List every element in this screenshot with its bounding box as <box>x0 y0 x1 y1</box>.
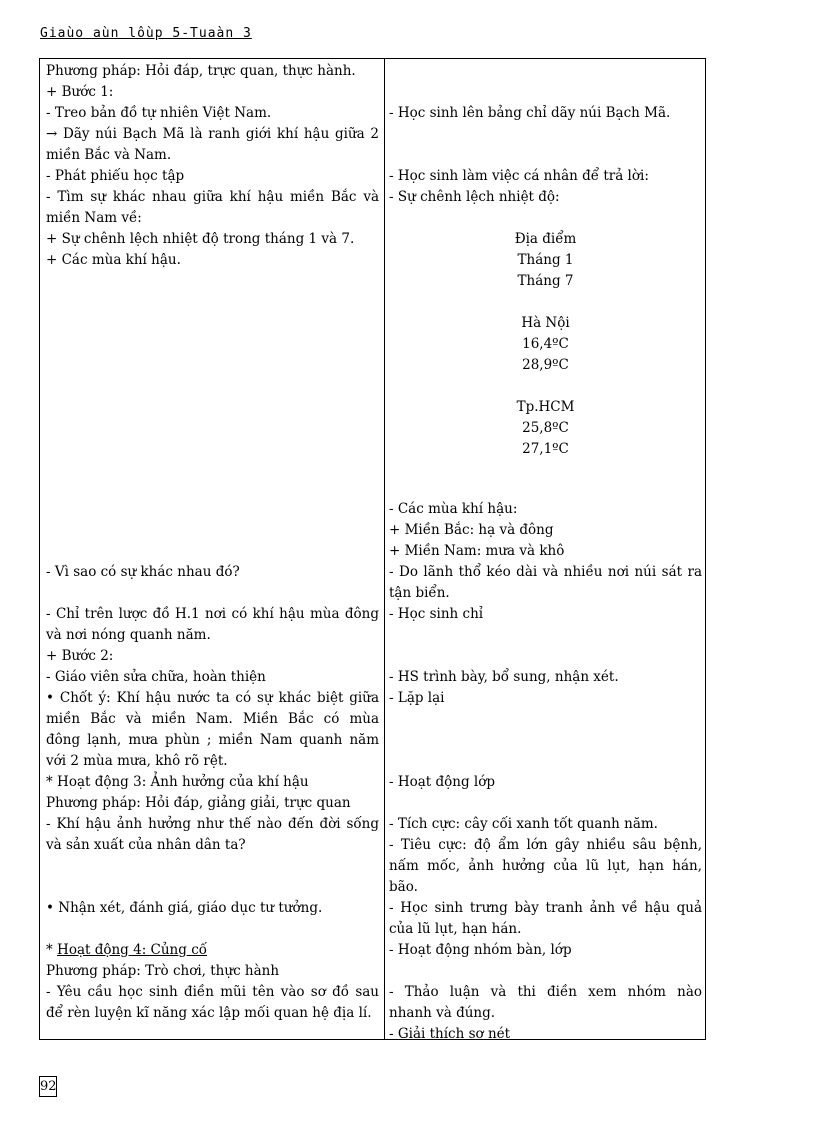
left-line: - Khí hậu ảnh hưởng như thế nào đến đời sống <box>46 816 379 832</box>
right-line: - Học sinh làm việc cá nhân để trả lời: <box>389 168 649 184</box>
left-line: - Vì sao có sự khác nhau đó? <box>46 564 240 580</box>
left-line: - Phát phiếu học tập <box>46 168 185 184</box>
column-divider <box>384 59 385 1039</box>
left-line: - Treo bản đồ tự nhiên Việt Nam. <box>46 105 272 121</box>
temp-hcm-jan: 25,8ºC <box>522 420 569 436</box>
right-line: nhanh và đúng. <box>389 1005 496 1021</box>
left-line: với 2 mùa mưa, khô rõ rệt. <box>46 753 228 769</box>
right-line: - Giải thích sơ nét <box>389 1026 511 1042</box>
lesson-table <box>39 58 706 1040</box>
right-line: - Hoạt động nhóm bàn, lớp <box>389 942 572 958</box>
left-line: → Dãy núi Bạch Mã là ranh giới khí hậu giữa 2 <box>46 126 379 142</box>
temp-hcm-name: Tp.HCM <box>516 399 575 415</box>
left-line: • Chốt ý: Khí hậu nước ta có sự khác biệt giữa <box>46 690 379 706</box>
right-line: - Hoạt động lớp <box>389 774 496 790</box>
right-line: - Lặp lại <box>389 690 445 706</box>
left-line: đông lạnh, mưa phùn ; miền Nam quanh năm <box>46 732 379 748</box>
right-line: - Sự chênh lệch nhiệt độ: <box>389 189 560 205</box>
right-line: của lũ lụt, hạn hán. <box>389 921 522 937</box>
temp-hanoi-name: Hà Nội <box>521 315 570 331</box>
left-line: và sản xuất của nhân dân ta? <box>46 837 246 853</box>
left-line: và nơi nóng quanh năm. <box>46 627 211 643</box>
right-line: bão. <box>389 879 418 895</box>
activity-4-title: Hoạt động 4: Củng cố <box>57 942 208 958</box>
temp-hanoi-jul: 28,9ºC <box>522 357 569 373</box>
temp-hanoi-jan: 16,4ºC <box>522 336 569 352</box>
right-line: - Do lãnh thổ kéo dài và nhiều nơi núi sát ra <box>389 564 702 580</box>
left-line: - Yêu cầu học sinh điền mũi tên vào sơ đồ sau <box>46 984 379 1000</box>
temp-header-place: Địa điểm <box>514 231 577 247</box>
left-line: * Hoạt động 3: Ảnh hưởng của khí hậu <box>46 774 309 790</box>
left-line: miền Nam về: <box>46 210 142 226</box>
right-line: - Thảo luận và thi điền xem nhóm nào <box>389 984 702 1000</box>
left-line <box>46 940 379 961</box>
left-line: + Sự chênh lệch nhiệt độ trong tháng 1 và 7. <box>46 231 355 247</box>
temp-header-jan: Tháng 1 <box>517 252 574 268</box>
left-line: + Các mùa khí hậu. <box>46 252 181 268</box>
page-number: 92 <box>39 1076 57 1097</box>
temp-hcm-jul: 27,1ºC <box>522 441 569 457</box>
left-line: Phương pháp: Hỏi đáp, trực quan, thực hành. <box>46 63 356 79</box>
left-line: - Tìm sự khác nhau giữa khí hậu miền Bắc và <box>46 189 379 205</box>
right-line: - Học sinh trưng bày tranh ảnh về hậu quả <box>389 900 702 916</box>
right-line: + Miền Nam: mưa và khô <box>389 543 565 559</box>
right-line: - Các mùa khí hậu: <box>389 501 518 517</box>
bullet-star: * <box>46 942 58 958</box>
left-line: Phương pháp: Hỏi đáp, giảng giải, trực quan <box>46 795 351 811</box>
left-line: miền Bắc và miền Nam. Miền Bắc có mùa <box>46 711 379 727</box>
right-line: - Học sinh chỉ <box>389 606 484 622</box>
right-line: - HS trình bày, bổ sung, nhận xét. <box>389 669 619 685</box>
page-header: Giaùo aùn lôùp 5-Tuaàn 3 <box>40 26 252 41</box>
right-line: nấm mốc, ảnh hưởng của lũ lụt, hạn hán, <box>389 858 702 874</box>
left-line: Phương pháp: Trò chơi, thực hành <box>46 963 280 979</box>
left-line: + Bước 2: <box>46 648 114 664</box>
left-line: miền Bắc và Nam. <box>46 147 172 163</box>
left-line: - Chỉ trên lược đồ H.1 nơi có khí hậu mùa đông <box>46 606 379 622</box>
right-line: - Tiêu cực: độ ẩm lớn gây nhiều sâu bệnh, <box>389 837 702 853</box>
left-line: để rèn luyện kĩ năng xác lập mối quan hệ địa lí. <box>46 1005 372 1021</box>
right-line: - Tích cực: cây cối xanh tốt quanh năm. <box>389 816 658 832</box>
left-line: + Bước 1: <box>46 84 114 100</box>
right-line: + Miền Bắc: hạ và đông <box>389 522 554 538</box>
right-line: - Học sinh lên bảng chỉ dãy núi Bạch Mã. <box>389 105 671 121</box>
temp-header-jul: Tháng 7 <box>517 273 574 289</box>
right-line: tận biển. <box>389 585 450 601</box>
left-line: - Giáo viên sửa chữa, hoàn thiện <box>46 669 266 685</box>
left-line: • Nhận xét, đánh giá, giáo dục tư tưởng. <box>46 900 323 916</box>
